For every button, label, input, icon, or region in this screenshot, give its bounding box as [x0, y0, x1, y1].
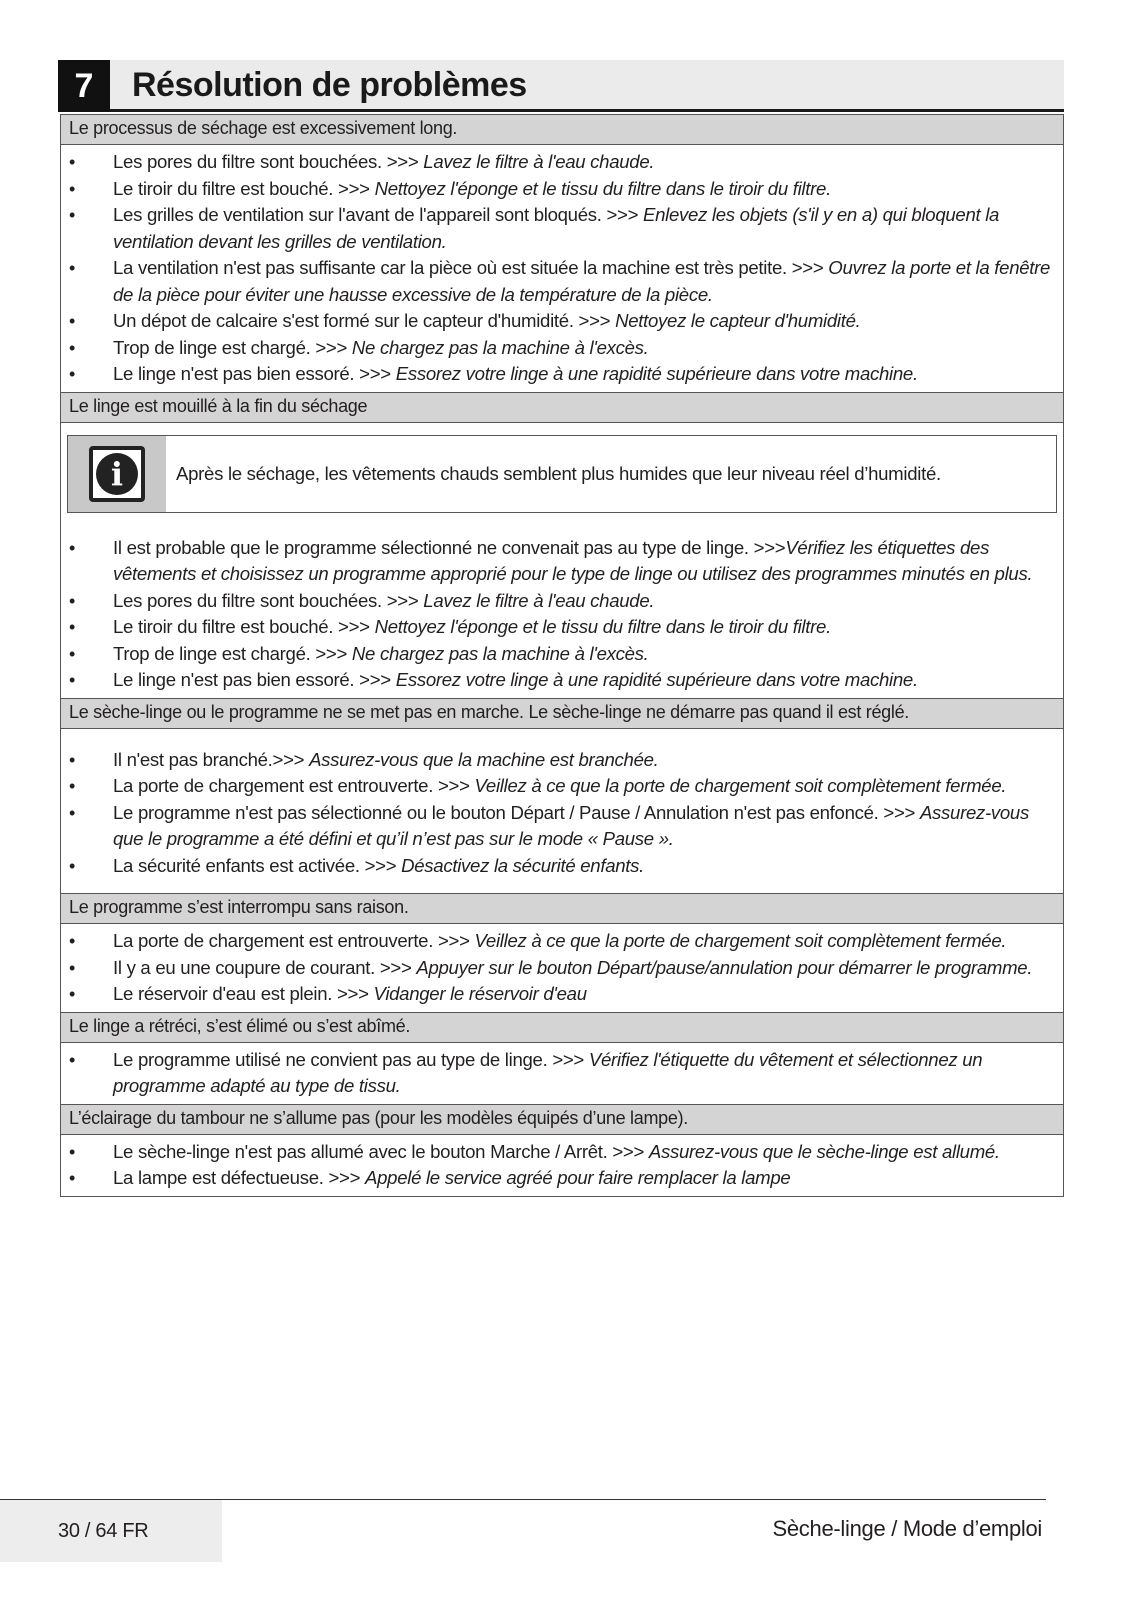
problem-cause: Les pores du filtre sont bouchées. >>>	[113, 151, 424, 172]
problem-remedy: Lavez le filtre à l'eau chaude.	[423, 589, 655, 611]
bullet-icon: •	[69, 258, 76, 278]
problem-remedy: Enlevez les objets (s'il y en a) qui bloquent la ventilation devant les grilles de ventilation.	[113, 204, 1000, 252]
problem-remedy: Essorez votre linge à une rapidité supérieure dans votre machine.	[395, 669, 918, 690]
problem-cause: La ventilation n'est pas suffisante car la pièce où est située la machine est très petite. >>>	[113, 257, 829, 278]
problem-cause: La sécurité enfants est activée. >>>	[113, 854, 402, 876]
list-item	[61, 955, 1063, 982]
problem-remedy: Vérifiez les étiquettes des vêtements et choisissez un programme approprié pour le type de linge ou utilisez des programmes minutés en plus.	[113, 536, 1033, 584]
bullet-icon: •	[69, 1049, 76, 1070]
problem-remedy: Ne chargez pas la machine à l'excès.	[351, 642, 649, 664]
problem-cause: La lampe est défectueuse. >>>	[113, 1167, 366, 1188]
problem-cause: La porte de chargement est entrouverte. >>>	[113, 775, 475, 796]
bullet-icon: •	[69, 670, 76, 690]
bullet-list	[61, 1047, 1063, 1100]
info-note	[67, 435, 1057, 513]
info-text: Après le séchage, les vêtements chauds semblent plus humides que leur niveau réel d’humidité.	[176, 462, 941, 484]
problem-cause: Il y a eu une coupure de courant. >>>	[113, 956, 417, 978]
problem-remedy: Assurez-vous que le programme a été défini et qu’il n’est pas sur le mode « Pause ».	[113, 801, 1029, 849]
bullet-icon: •	[69, 984, 76, 1004]
list-item	[61, 308, 1063, 335]
list-item	[61, 1139, 1063, 1166]
problem-remedy: Lavez le filtre à l'eau chaude.	[423, 151, 655, 172]
problem-cause: Les grilles de ventilation sur l'avant de l'appareil sont bloqués. >>>	[113, 204, 644, 225]
problem-cause: Le linge n'est pas bien essoré. >>>	[113, 669, 396, 690]
section-header: Le programme s’est interrompu sans raison.	[61, 893, 1063, 924]
bullet-icon: •	[69, 643, 76, 664]
problem-remedy: Désactivez la sécurité enfants.	[401, 854, 645, 876]
section-header: Le linge est mouillé à la fin du séchage	[61, 392, 1063, 423]
chapter-number: 7	[58, 60, 110, 112]
bullet-icon: •	[69, 152, 76, 172]
problem-remedy: Ouvrez la porte et la fenêtre de la pièce pour éviter une hausse excessive de la température de la pièce.	[113, 257, 1051, 305]
bullet-icon: •	[69, 855, 76, 876]
problem-remedy: Appelé le service agréé pour faire remplacer la lampe	[365, 1167, 791, 1188]
problem-cause: Il n'est pas branché.>>>	[113, 748, 310, 770]
list-item	[61, 747, 1063, 774]
problem-cause: Le tiroir du filtre est bouché. >>>	[113, 177, 375, 199]
problem-remedy: Appuyer sur le bouton Départ/pause/annulation pour démarrer le programme.	[416, 956, 1033, 978]
list-item	[61, 535, 1063, 588]
bullet-icon: •	[69, 1168, 76, 1188]
bullet-list	[61, 149, 1063, 388]
troubleshooting-table	[60, 114, 1064, 1197]
section-body	[61, 924, 1063, 1012]
problem-cause: Le tiroir du filtre est bouché. >>>	[113, 616, 375, 637]
problem-cause: Le programme n'est pas sélectionné ou le bouton Départ / Pause / Annulation n'est pas enfoncé. >>>	[113, 801, 920, 823]
problem-remedy: Nettoyez l'éponge et le tissu du filtre dans le tiroir du filtre.	[374, 177, 831, 199]
problem-remedy: Nettoyez le capteur d'humidité.	[615, 310, 861, 331]
bullet-icon: •	[69, 537, 76, 558]
problem-cause: Le sèche-linge n'est pas allumé avec le bouton Marche / Arrêt. >>>	[113, 1140, 649, 1162]
list-item	[61, 255, 1063, 308]
bullet-icon: •	[69, 311, 76, 331]
section-header: L’éclairage du tambour ne s’allume pas (pour les modèles équipés d’une lampe).	[61, 1104, 1063, 1135]
bullet-icon: •	[69, 205, 76, 225]
section-header: Le processus de séchage est excessivement long.	[61, 115, 1063, 145]
list-item	[61, 1165, 1063, 1192]
bullet-icon: •	[69, 364, 76, 384]
problem-cause: Trop de linge est chargé. >>>	[113, 642, 352, 664]
bullet-icon: •	[69, 931, 76, 951]
list-item	[61, 667, 1063, 694]
page-number: 30 / 64 FR	[58, 1520, 149, 1542]
problem-remedy: Ne chargez pas la machine à l'excès.	[351, 336, 649, 358]
problem-cause: Il est probable que le programme sélectionné ne convenait pas au type de linge. >>>	[113, 536, 786, 558]
list-item	[61, 202, 1063, 255]
problem-cause: Le linge n'est pas bien essoré. >>>	[113, 363, 396, 384]
section-body	[61, 729, 1063, 894]
info-icon: i	[89, 446, 145, 502]
bullet-icon: •	[69, 749, 76, 770]
problem-remedy: Vérifiez l'étiquette du vêtement et sélectionnez un programme adapté au type de tissu.	[113, 1048, 983, 1096]
bullet-icon: •	[69, 1141, 76, 1162]
chapter-title: Résolution de problèmes	[132, 66, 527, 104]
list-item	[61, 176, 1063, 203]
problem-cause: Le réservoir d'eau est plein. >>>	[113, 983, 374, 1004]
bullet-list	[61, 747, 1063, 880]
problem-remedy: Nettoyez l'éponge et le tissu du filtre dans le tiroir du filtre.	[374, 616, 831, 637]
problem-remedy: Assurez-vous que la machine est branchée.	[309, 748, 659, 770]
problem-cause: Les pores du filtre sont bouchées. >>>	[113, 589, 424, 611]
problem-cause: Trop de linge est chargé. >>>	[113, 336, 352, 358]
bullet-icon: •	[69, 802, 76, 823]
bullet-icon: •	[69, 957, 76, 978]
bullet-list	[61, 535, 1063, 694]
bullet-icon: •	[69, 590, 76, 611]
section-body	[61, 145, 1063, 392]
problem-cause: Un dépot de calcaire s'est formé sur le capteur d'humidité. >>>	[113, 310, 616, 331]
bullet-icon: •	[69, 776, 76, 796]
problem-cause: Le programme utilisé ne convient pas au type de linge. >>>	[113, 1048, 589, 1070]
bullet-list	[61, 928, 1063, 1008]
bullet-list	[61, 1139, 1063, 1192]
bullet-icon: •	[69, 337, 76, 358]
section-body	[61, 1043, 1063, 1104]
list-item	[61, 335, 1063, 362]
section-header: Le linge a rétréci, s’est élimé ou s’est abîmé.	[61, 1012, 1063, 1043]
problem-remedy: Veillez à ce que la porte de chargement soit complètement fermée.	[474, 930, 1007, 951]
bullet-icon: •	[69, 178, 76, 199]
list-item	[61, 1047, 1063, 1100]
list-item	[61, 149, 1063, 176]
problem-remedy: Vidanger le réservoir d'eau	[373, 983, 587, 1004]
list-item	[61, 773, 1063, 800]
list-item	[61, 981, 1063, 1008]
problem-remedy: Veillez à ce que la porte de chargement soit complètement fermée.	[474, 775, 1007, 796]
bullet-icon: •	[69, 617, 76, 637]
list-item	[61, 588, 1063, 615]
list-item	[61, 853, 1063, 880]
section-body	[61, 1135, 1063, 1196]
list-item	[61, 361, 1063, 388]
chapter-header	[58, 60, 1064, 112]
info-icon-panel	[68, 436, 166, 512]
problem-remedy: Assurez-vous que le sèche-linge est allumé.	[648, 1140, 1000, 1162]
list-item	[61, 614, 1063, 641]
list-item	[61, 800, 1063, 853]
list-item	[61, 928, 1063, 955]
list-item	[61, 641, 1063, 668]
problem-remedy: Essorez votre linge à une rapidité supérieure dans votre machine.	[395, 363, 918, 384]
problem-cause: La porte de chargement est entrouverte. >>>	[113, 930, 475, 951]
document-title: Sèche-linge / Mode d’emploi	[772, 1516, 1042, 1541]
section-body	[61, 423, 1063, 698]
section-header: Le sèche-linge ou le programme ne se met pas en marche. Le sèche-linge ne démarre pas quand il est réglé.	[61, 698, 1063, 729]
